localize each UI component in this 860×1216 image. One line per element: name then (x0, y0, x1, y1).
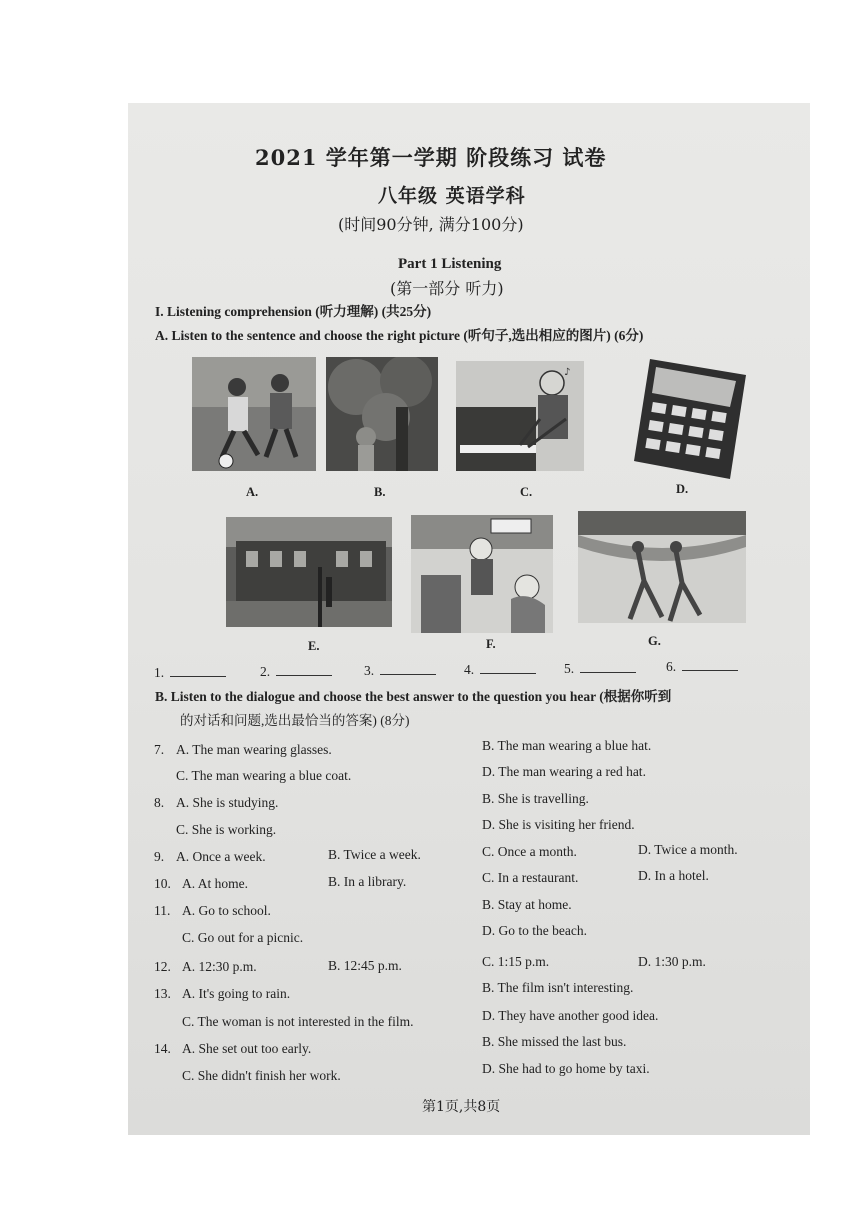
q13-option-a[interactable]: A. It's going to rain. (182, 986, 291, 1001)
q10-option-d[interactable]: D. In a hotel. (638, 868, 709, 883)
q9-option-b[interactable]: B. Twice a week. (328, 847, 421, 862)
q13-option-d[interactable]: D. They have another good idea. (482, 1008, 659, 1023)
q12-option-b[interactable]: B. 12:45 p.m. (328, 958, 402, 973)
answer-blank-3[interactable]: 3. (364, 664, 436, 678)
picture-label-c: C. (520, 485, 533, 499)
grade-subject: 八年级 英语学科 (378, 185, 526, 207)
part-title: Part 1 Listening (398, 256, 502, 272)
q10-option-a[interactable]: A. At home. (182, 876, 248, 891)
picture-label-f: F. (486, 637, 496, 651)
q14-option-b[interactable]: B. She missed the last bus. (482, 1034, 627, 1049)
picture-label-b: B. (374, 485, 386, 499)
answer-blank-2[interactable]: 2. (260, 665, 332, 679)
question-number: 10. (154, 876, 171, 891)
page-number-footer: 第1页,共8页 (422, 1099, 501, 1115)
svg-text:♪: ♪ (564, 367, 571, 378)
q8-option-c[interactable]: C. She is working. (176, 822, 277, 837)
q8-option-b[interactable]: B. She is travelling. (482, 791, 589, 806)
q11-option-b[interactable]: B. Stay at home. (482, 897, 572, 912)
section-b-heading-line2: 的对话和问题,选出最恰当的答案) (8分) (180, 713, 410, 728)
q13-option-b[interactable]: B. The film isn't interesting. (482, 980, 634, 995)
q14-option-d[interactable]: D. She had to go home by taxi. (482, 1061, 650, 1076)
picture-g-gymnastics (578, 511, 746, 623)
picture-a-football (192, 357, 316, 471)
q9-option-d[interactable]: D. Twice a month. (638, 842, 738, 857)
q7-option-c[interactable]: C. The man wearing a blue coat. (176, 768, 352, 783)
picture-label-e: E. (308, 639, 320, 653)
question-number: 13. (154, 986, 171, 1001)
answer-blank-5[interactable]: 5. (564, 662, 636, 676)
question-number: 11. (154, 903, 171, 918)
picture-c-piano (456, 361, 584, 471)
q12-option-c[interactable]: C. 1:15 p.m. (482, 954, 550, 969)
q10-option-c[interactable]: C. In a restaurant. (482, 870, 579, 885)
q11-option-c[interactable]: C. Go out for a picnic. (182, 930, 304, 945)
q10-option-b[interactable]: B. In a library. (328, 874, 407, 889)
q9-option-a[interactable]: A. Once a week. (176, 849, 266, 864)
question-number: 14. (154, 1041, 171, 1056)
q7-option-b[interactable]: B. The man wearing a blue hat. (482, 738, 652, 753)
q7-option-d[interactable]: D. The man wearing a red hat. (482, 764, 646, 779)
picture-e-building (226, 517, 392, 627)
picture-f-shop (411, 515, 553, 633)
picture-label-a: A. (246, 485, 259, 499)
exam-page (128, 103, 810, 1135)
q8-option-d[interactable]: D. She is visiting her friend. (482, 817, 635, 832)
q9-option-c[interactable]: C. Once a month. (482, 844, 577, 859)
section-b-heading-line1: B. Listen to the dialogue and choose the best answer to the question you hear (根据你听到 (155, 689, 672, 704)
question-number: 12. (154, 959, 171, 974)
q14-option-c[interactable]: C. She didn't finish her work. (182, 1068, 341, 1083)
q13-option-c[interactable]: C. The woman is not interested in the film. (182, 1014, 414, 1029)
q12-option-d[interactable]: D. 1:30 p.m. (638, 954, 706, 969)
picture-label-d: D. (676, 482, 689, 496)
q11-option-a[interactable]: A. Go to school. (182, 903, 271, 918)
picture-label-g: G. (648, 634, 661, 648)
answer-blank-1[interactable]: 1. (154, 666, 226, 680)
q14-option-a[interactable]: A. She set out too early. (182, 1041, 312, 1056)
time-info: (时间90分钟, 满分100分) (338, 215, 524, 234)
q11-option-d[interactable]: D. Go to the beach. (482, 923, 587, 938)
q12-option-a[interactable]: A. 12:30 p.m. (182, 959, 257, 974)
picture-b-tree (326, 357, 438, 471)
picture-d-calculator (632, 355, 748, 483)
section-heading: I. Listening comprehension (听力理解) (共25分) (155, 304, 432, 319)
section-a-heading: A. Listen to the sentence and choose the right picture (听句子,选出相应的图片) (6分) (155, 328, 644, 343)
q7-option-a[interactable]: A. The man wearing glasses. (176, 742, 332, 757)
question-number: 8. (154, 795, 165, 810)
question-number: 7. (154, 742, 165, 757)
part-subtitle: (第一部分 听力) (390, 279, 504, 298)
question-number: 9. (154, 849, 165, 864)
exam-title: 2021 学年第一学期 阶段练习 试卷 (255, 145, 607, 170)
answer-blank-6[interactable]: 6. (666, 660, 738, 674)
q8-option-a[interactable]: A. She is studying. (176, 795, 279, 810)
answer-blank-4[interactable]: 4. (464, 663, 536, 677)
